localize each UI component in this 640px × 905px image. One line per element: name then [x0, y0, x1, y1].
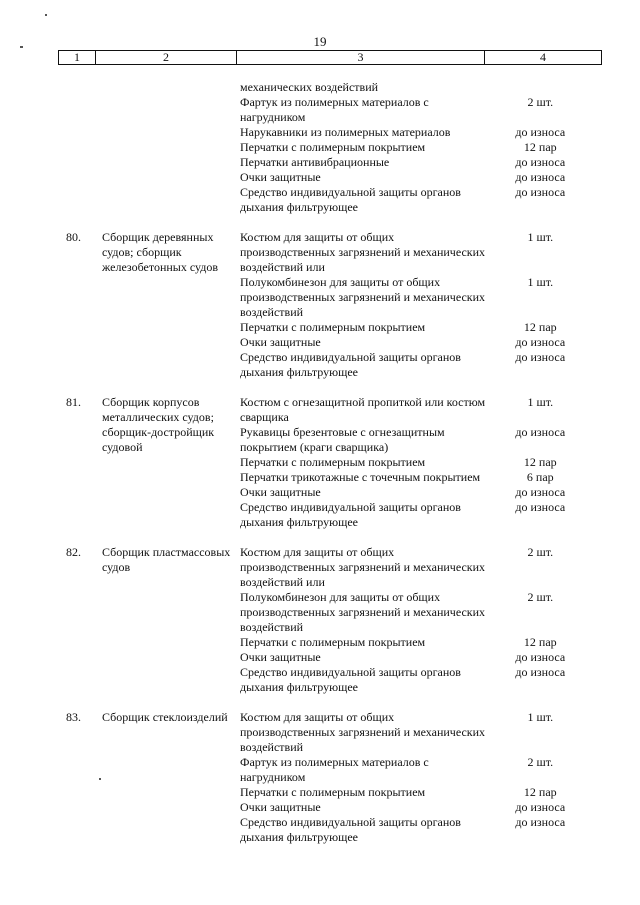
item-name: Перчатки с полимерным покрытием	[240, 635, 426, 649]
item-quantity: до износа	[515, 650, 566, 664]
list-item	[240, 80, 592, 95]
item-quantity: до износа	[515, 800, 566, 814]
item-quantity: до износа	[515, 425, 566, 439]
item-name: Очки защитные	[240, 170, 321, 184]
item-quantity: 12 пар	[523, 635, 557, 649]
item-quantity: 2 шт.	[527, 590, 554, 604]
table-row	[0, 710, 640, 845]
item-name: Очки защитные	[240, 650, 321, 664]
list-item	[240, 185, 592, 215]
item-name: Костюм с огнезащитной пропиткой или костюм сварщика	[240, 395, 486, 424]
list-item	[240, 275, 592, 320]
table-body	[0, 80, 640, 845]
list-item	[240, 785, 592, 800]
item-quantity: до износа	[515, 350, 566, 364]
item-quantity	[489, 80, 592, 95]
item-quantity: до износа	[515, 170, 566, 184]
header-col-2: 2	[96, 51, 237, 64]
item-quantity: 2 шт.	[527, 545, 554, 559]
list-item	[240, 635, 592, 650]
item-name: Перчатки антивибрационные	[240, 155, 390, 169]
list-item	[240, 455, 592, 470]
list-item	[240, 545, 592, 590]
item-name: Средство индивидуальной защиты органов дыхания фильтрующее	[240, 500, 461, 529]
job-title: Сборщик корпусов металлических судов; сборщик-достройщик судовой	[102, 395, 215, 454]
item-quantity: 1 шт.	[527, 230, 554, 244]
list-item	[240, 665, 592, 695]
entry-number: 83.	[66, 710, 81, 724]
item-name: Очки защитные	[240, 335, 321, 349]
scan-mark	[45, 14, 47, 16]
item-quantity: 6 пар	[526, 470, 554, 484]
item-quantity: 12 пар	[523, 320, 557, 334]
items-list	[240, 80, 592, 215]
list-item	[240, 95, 592, 125]
job-title: Сборщик пластмассовых судов	[102, 545, 231, 574]
items-list	[240, 395, 592, 530]
list-item	[240, 485, 592, 500]
item-quantity: 1 шт.	[527, 395, 554, 409]
list-item	[240, 320, 592, 335]
table-row	[0, 545, 640, 695]
table-row	[0, 230, 640, 380]
item-name: Костюм для защиты от общих производственных загрязнений и механических воздействий или	[240, 545, 486, 589]
list-item	[240, 815, 592, 845]
list-item	[240, 350, 592, 380]
list-item	[240, 650, 592, 665]
list-item	[240, 395, 592, 425]
item-quantity: 1 шт.	[527, 710, 554, 724]
item-name: Перчатки с полимерным покрытием	[240, 140, 426, 154]
table-row	[0, 395, 640, 530]
entry-number: 80.	[66, 230, 81, 244]
item-name: Средство индивидуальной защиты органов дыхания фильтрующее	[240, 815, 461, 844]
list-item	[240, 155, 592, 170]
item-quantity: 12 пар	[523, 140, 557, 154]
item-name: Перчатки с полимерным покрытием	[240, 785, 426, 799]
entry-number: 81.	[66, 395, 81, 409]
list-item	[240, 710, 592, 755]
list-item	[240, 140, 592, 155]
list-item	[240, 755, 592, 785]
item-quantity: 12 пар	[523, 455, 557, 469]
item-name: Перчатки трикотажные с точечным покрытием	[240, 470, 481, 484]
item-name: Очки защитные	[240, 485, 321, 499]
job-title: Сборщик стеклоизделий	[102, 710, 228, 724]
items-list	[240, 230, 592, 380]
item-name: Средство индивидуальной защиты органов дыхания фильтрующее	[240, 665, 461, 694]
item-quantity: 12 пар	[523, 785, 557, 799]
list-item	[240, 425, 592, 455]
item-name: механических воздействий	[240, 80, 379, 94]
scan-mark	[99, 778, 101, 780]
job-title: Сборщик деревянных судов; сборщик железобетонных судов	[102, 230, 219, 274]
item-name: Костюм для защиты от общих производственных загрязнений и механических воздействий	[240, 710, 486, 754]
item-name: Рукавицы брезентовые с огнезащитным покрытием (краги сварщика)	[240, 425, 445, 454]
item-name: Перчатки с полимерным покрытием	[240, 320, 426, 334]
item-name: Фартук из полимерных материалов с нагрудником	[240, 95, 429, 124]
list-item	[240, 335, 592, 350]
list-item	[240, 500, 592, 530]
items-list	[240, 545, 592, 695]
header-col-3: 3	[237, 51, 485, 64]
item-quantity: 1 шт.	[527, 275, 554, 289]
entry-number: 82.	[66, 545, 81, 559]
item-name: Полукомбинезон для защиты от общих производственных загрязнений и механических воздействий	[240, 275, 486, 319]
item-quantity: до износа	[515, 815, 566, 829]
item-name: Полукомбинезон для защиты от общих производственных загрязнений и механических воздействий	[240, 590, 486, 634]
item-quantity: 2 шт.	[527, 755, 554, 769]
item-quantity: до износа	[515, 500, 566, 514]
item-name: Средство индивидуальной защиты органов дыхания фильтрующее	[240, 185, 461, 214]
item-quantity: до износа	[515, 665, 566, 679]
item-name: Фартук из полимерных материалов с нагрудником	[240, 755, 429, 784]
list-item	[240, 590, 592, 635]
header-col-1: 1	[59, 51, 96, 64]
list-item	[240, 230, 592, 275]
list-item	[240, 470, 592, 485]
item-name: Нарукавники из полимерных материалов	[240, 125, 451, 139]
item-quantity: до износа	[515, 335, 566, 349]
item-quantity: до износа	[515, 155, 566, 169]
item-quantity: до износа	[515, 485, 566, 499]
item-name: Костюм для защиты от общих производственных загрязнений и механических воздействий или	[240, 230, 486, 274]
scan-mark	[20, 46, 23, 48]
list-item	[240, 125, 592, 140]
header-col-4: 4	[540, 50, 546, 64]
item-quantity: до износа	[515, 185, 566, 199]
item-quantity: 2 шт.	[527, 95, 554, 109]
page-number: 19	[313, 34, 327, 49]
table-header	[58, 50, 602, 65]
item-name: Очки защитные	[240, 800, 321, 814]
item-quantity: до износа	[515, 125, 566, 139]
items-list	[240, 710, 592, 845]
item-name: Перчатки с полимерным покрытием	[240, 455, 426, 469]
continuation-entry	[0, 80, 640, 215]
list-item	[240, 170, 592, 185]
list-item	[240, 800, 592, 815]
item-name: Средство индивидуальной защиты органов дыхания фильтрующее	[240, 350, 461, 379]
